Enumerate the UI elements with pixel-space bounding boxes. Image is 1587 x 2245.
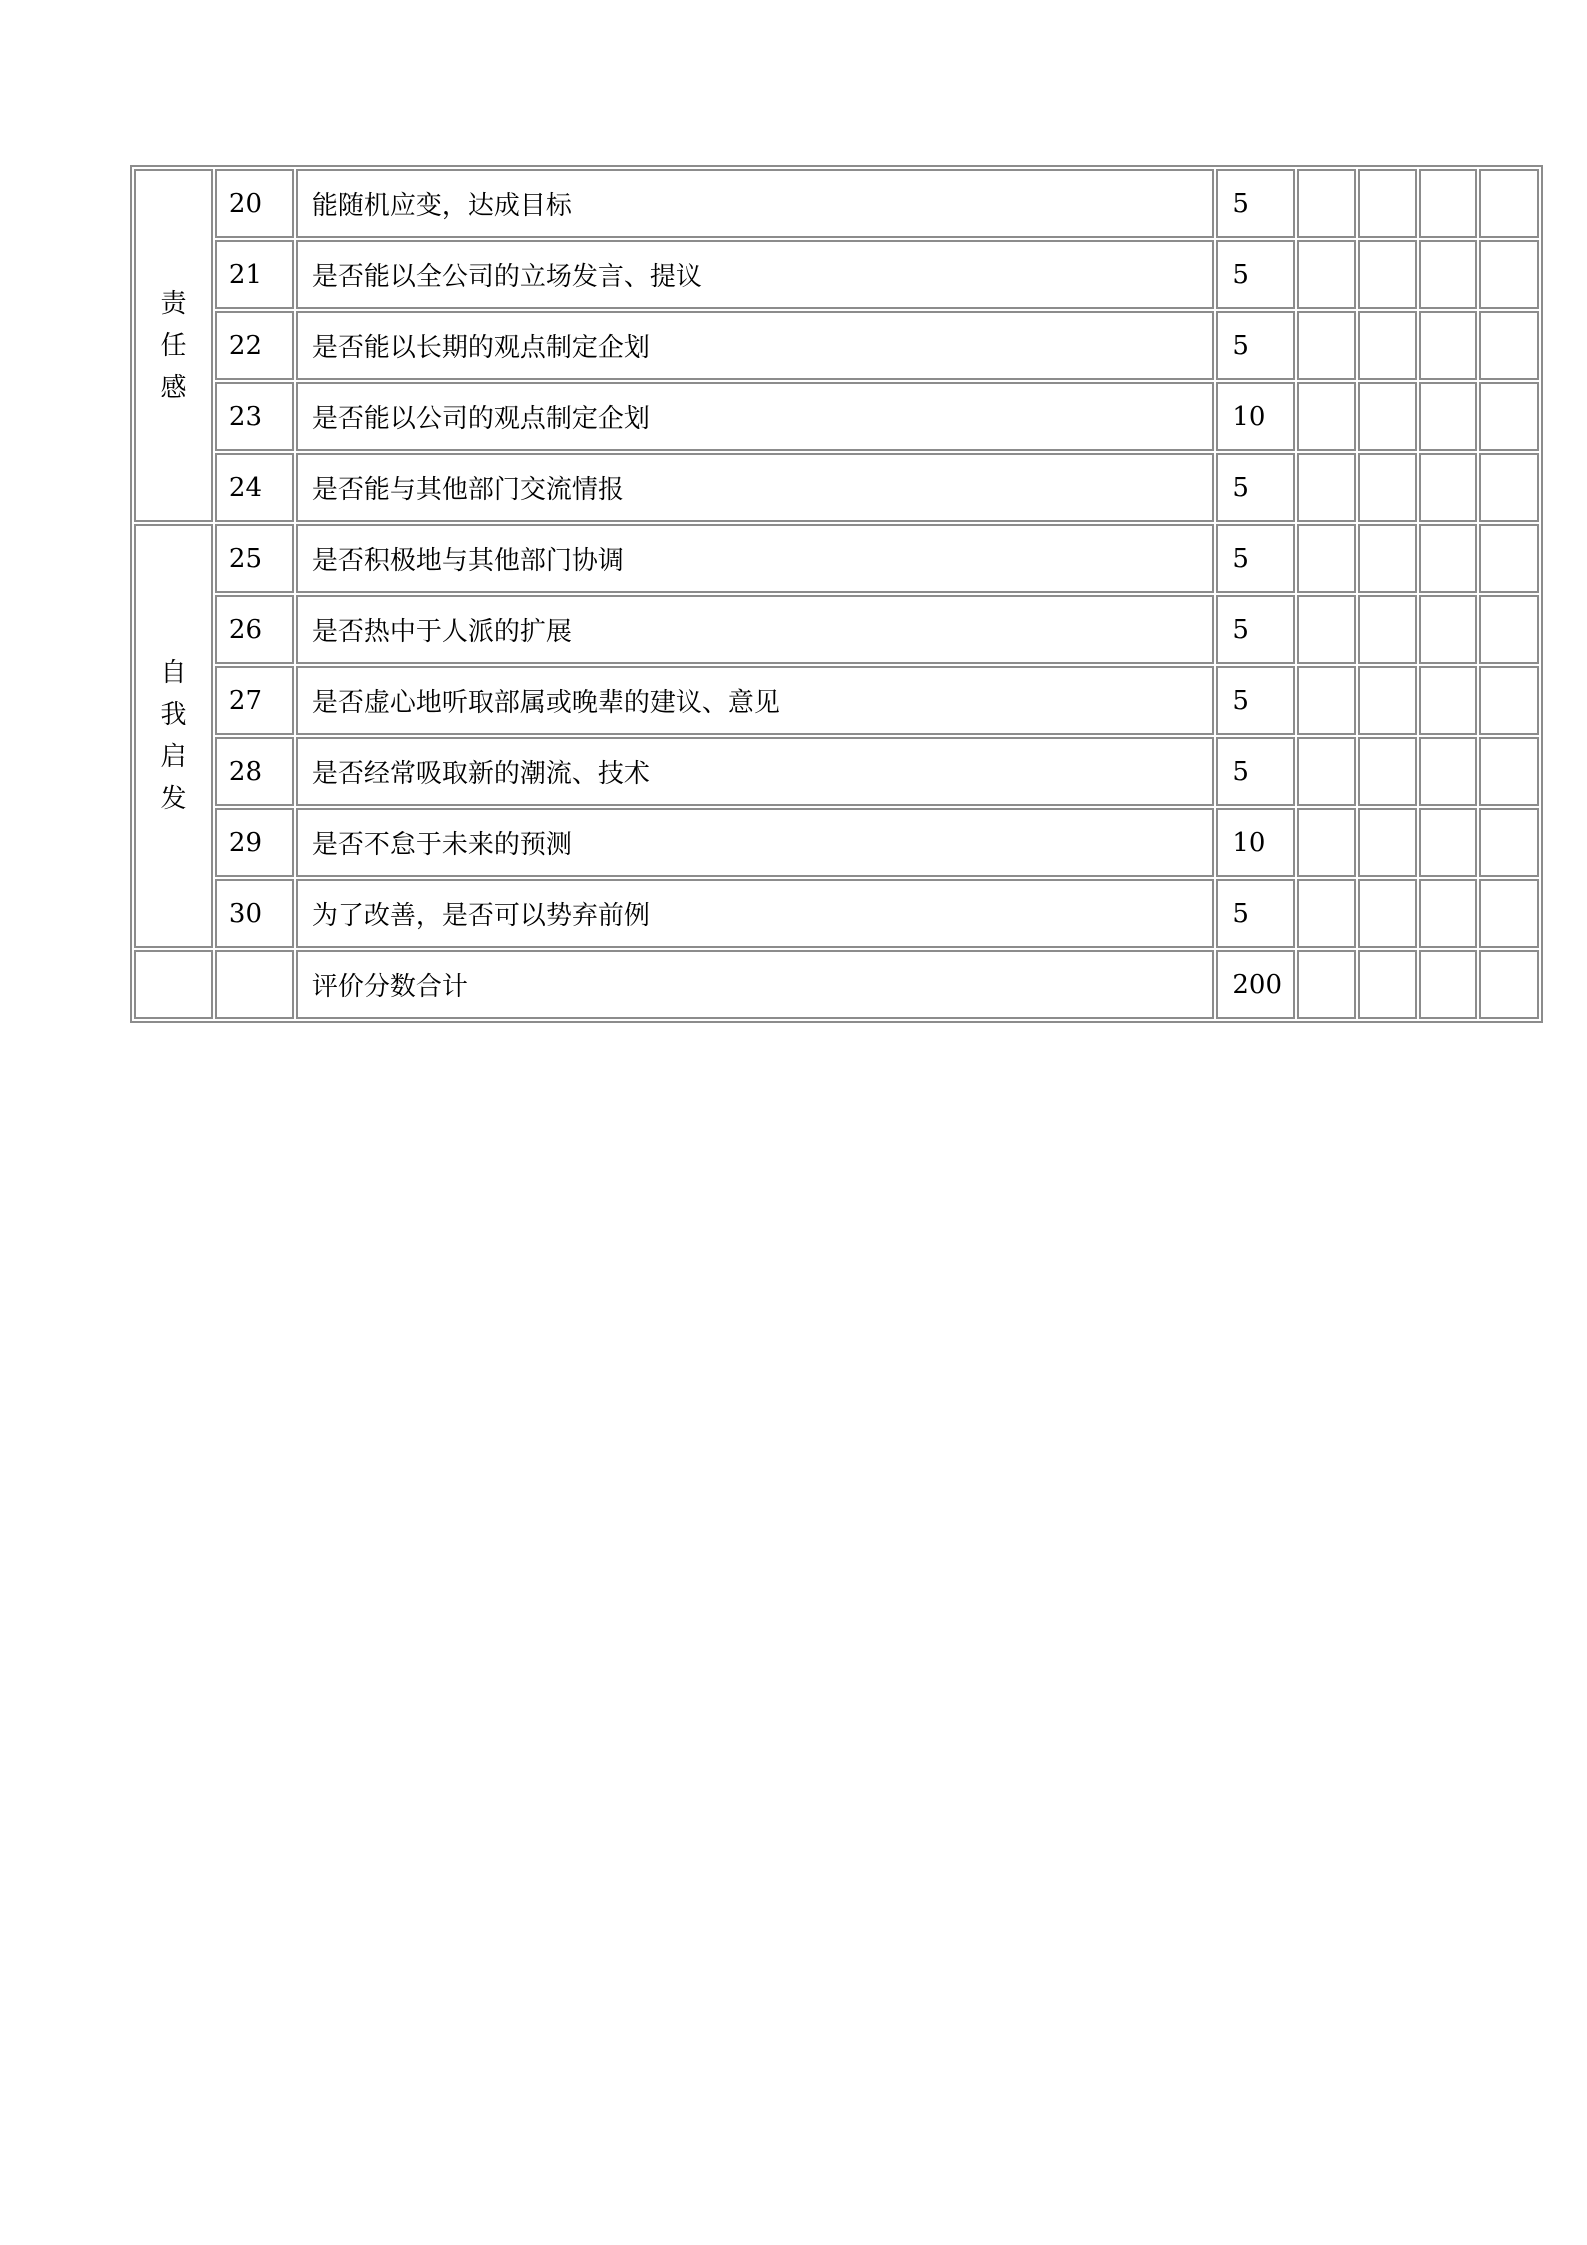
total-score: 200	[1216, 950, 1295, 1019]
rating-cell[interactable]	[1297, 879, 1356, 948]
rating-cell[interactable]	[1419, 311, 1478, 380]
item-number: 21	[215, 240, 294, 309]
rating-cell[interactable]	[1419, 879, 1478, 948]
table-row	[134, 808, 1539, 877]
item-max-score: 5	[1216, 240, 1295, 309]
item-max-score: 5	[1216, 595, 1295, 664]
rating-cell[interactable]	[1419, 453, 1478, 522]
category-cell-self-development: 自我启发	[134, 524, 213, 948]
rating-cell[interactable]	[1419, 524, 1478, 593]
rating-cell[interactable]	[1358, 240, 1417, 309]
rating-cell[interactable]	[1358, 382, 1417, 451]
rating-cell[interactable]	[1297, 524, 1356, 593]
evaluation-table	[130, 165, 1543, 1023]
rating-cell[interactable]	[1297, 311, 1356, 380]
rating-cell[interactable]	[1479, 950, 1539, 1019]
rating-cell[interactable]	[1358, 595, 1417, 664]
item-max-score: 5	[1216, 169, 1295, 238]
rating-cell[interactable]	[1297, 737, 1356, 806]
rating-cell[interactable]	[1479, 524, 1539, 593]
table-row	[134, 311, 1539, 380]
rating-cell[interactable]	[1479, 737, 1539, 806]
category-cell-responsibility: 责任感	[134, 169, 213, 522]
rating-cell[interactable]	[1419, 737, 1478, 806]
rating-cell[interactable]	[1358, 808, 1417, 877]
total-label: 评价分数合计	[296, 950, 1215, 1019]
rating-cell[interactable]	[1419, 240, 1478, 309]
item-number: 23	[215, 382, 294, 451]
item-number: 24	[215, 453, 294, 522]
item-text: 是否能以公司的观点制定企划	[296, 382, 1215, 451]
item-max-score: 5	[1216, 311, 1295, 380]
item-text: 是否能以全公司的立场发言、提议	[296, 240, 1215, 309]
rating-cell[interactable]	[1358, 524, 1417, 593]
rating-cell[interactable]	[1297, 950, 1356, 1019]
item-text: 为了改善，是否可以势弃前例	[296, 879, 1215, 948]
table-row	[134, 595, 1539, 664]
rating-cell[interactable]	[1297, 169, 1356, 238]
rating-cell[interactable]	[1419, 595, 1478, 664]
table-row	[134, 666, 1539, 735]
item-max-score: 5	[1216, 666, 1295, 735]
item-number: 29	[215, 808, 294, 877]
table-row	[134, 382, 1539, 451]
item-max-score: 5	[1216, 737, 1295, 806]
table-row	[134, 879, 1539, 948]
item-text: 是否能以长期的观点制定企划	[296, 311, 1215, 380]
rating-cell[interactable]	[1358, 879, 1417, 948]
item-number: 20	[215, 169, 294, 238]
item-number: 30	[215, 879, 294, 948]
rating-cell[interactable]	[1358, 666, 1417, 735]
rating-cell[interactable]	[1297, 382, 1356, 451]
item-max-score: 5	[1216, 879, 1295, 948]
rating-cell[interactable]	[1479, 240, 1539, 309]
rating-cell[interactable]	[1419, 169, 1478, 238]
table-row	[134, 453, 1539, 522]
item-text: 能随机应变，达成目标	[296, 169, 1215, 238]
item-number: 25	[215, 524, 294, 593]
rating-cell[interactable]	[1297, 453, 1356, 522]
rating-cell[interactable]	[1419, 666, 1478, 735]
item-text: 是否虚心地听取部属或晚辈的建议、意见	[296, 666, 1215, 735]
item-text: 是否热中于人派的扩展	[296, 595, 1215, 664]
item-text: 是否不怠于未来的预测	[296, 808, 1215, 877]
rating-cell[interactable]	[1419, 382, 1478, 451]
table-row	[134, 169, 1539, 238]
rating-cell[interactable]	[1479, 382, 1539, 451]
item-text: 是否经常吸取新的潮流、技术	[296, 737, 1215, 806]
rating-cell[interactable]	[1358, 311, 1417, 380]
table-row	[134, 240, 1539, 309]
item-text: 是否积极地与其他部门协调	[296, 524, 1215, 593]
item-number: 28	[215, 737, 294, 806]
item-number: 22	[215, 311, 294, 380]
empty-cell	[134, 950, 213, 1019]
empty-cell	[215, 950, 294, 1019]
rating-cell[interactable]	[1479, 808, 1539, 877]
item-max-score: 5	[1216, 453, 1295, 522]
rating-cell[interactable]	[1358, 453, 1417, 522]
rating-cell[interactable]	[1479, 453, 1539, 522]
rating-cell[interactable]	[1297, 595, 1356, 664]
table-row	[134, 524, 1539, 593]
item-max-score: 10	[1216, 382, 1295, 451]
rating-cell[interactable]	[1479, 595, 1539, 664]
rating-cell[interactable]	[1479, 169, 1539, 238]
rating-cell[interactable]	[1419, 808, 1478, 877]
item-text: 是否能与其他部门交流情报	[296, 453, 1215, 522]
total-row	[134, 950, 1539, 1019]
rating-cell[interactable]	[1479, 311, 1539, 380]
rating-cell[interactable]	[1479, 879, 1539, 948]
rating-cell[interactable]	[1358, 950, 1417, 1019]
rating-cell[interactable]	[1479, 666, 1539, 735]
item-number: 27	[215, 666, 294, 735]
item-number: 26	[215, 595, 294, 664]
rating-cell[interactable]	[1358, 737, 1417, 806]
rating-cell[interactable]	[1297, 240, 1356, 309]
item-max-score: 10	[1216, 808, 1295, 877]
rating-cell[interactable]	[1419, 950, 1478, 1019]
rating-cell[interactable]	[1297, 808, 1356, 877]
item-max-score: 5	[1216, 524, 1295, 593]
table-row	[134, 737, 1539, 806]
rating-cell[interactable]	[1358, 169, 1417, 238]
rating-cell[interactable]	[1297, 666, 1356, 735]
